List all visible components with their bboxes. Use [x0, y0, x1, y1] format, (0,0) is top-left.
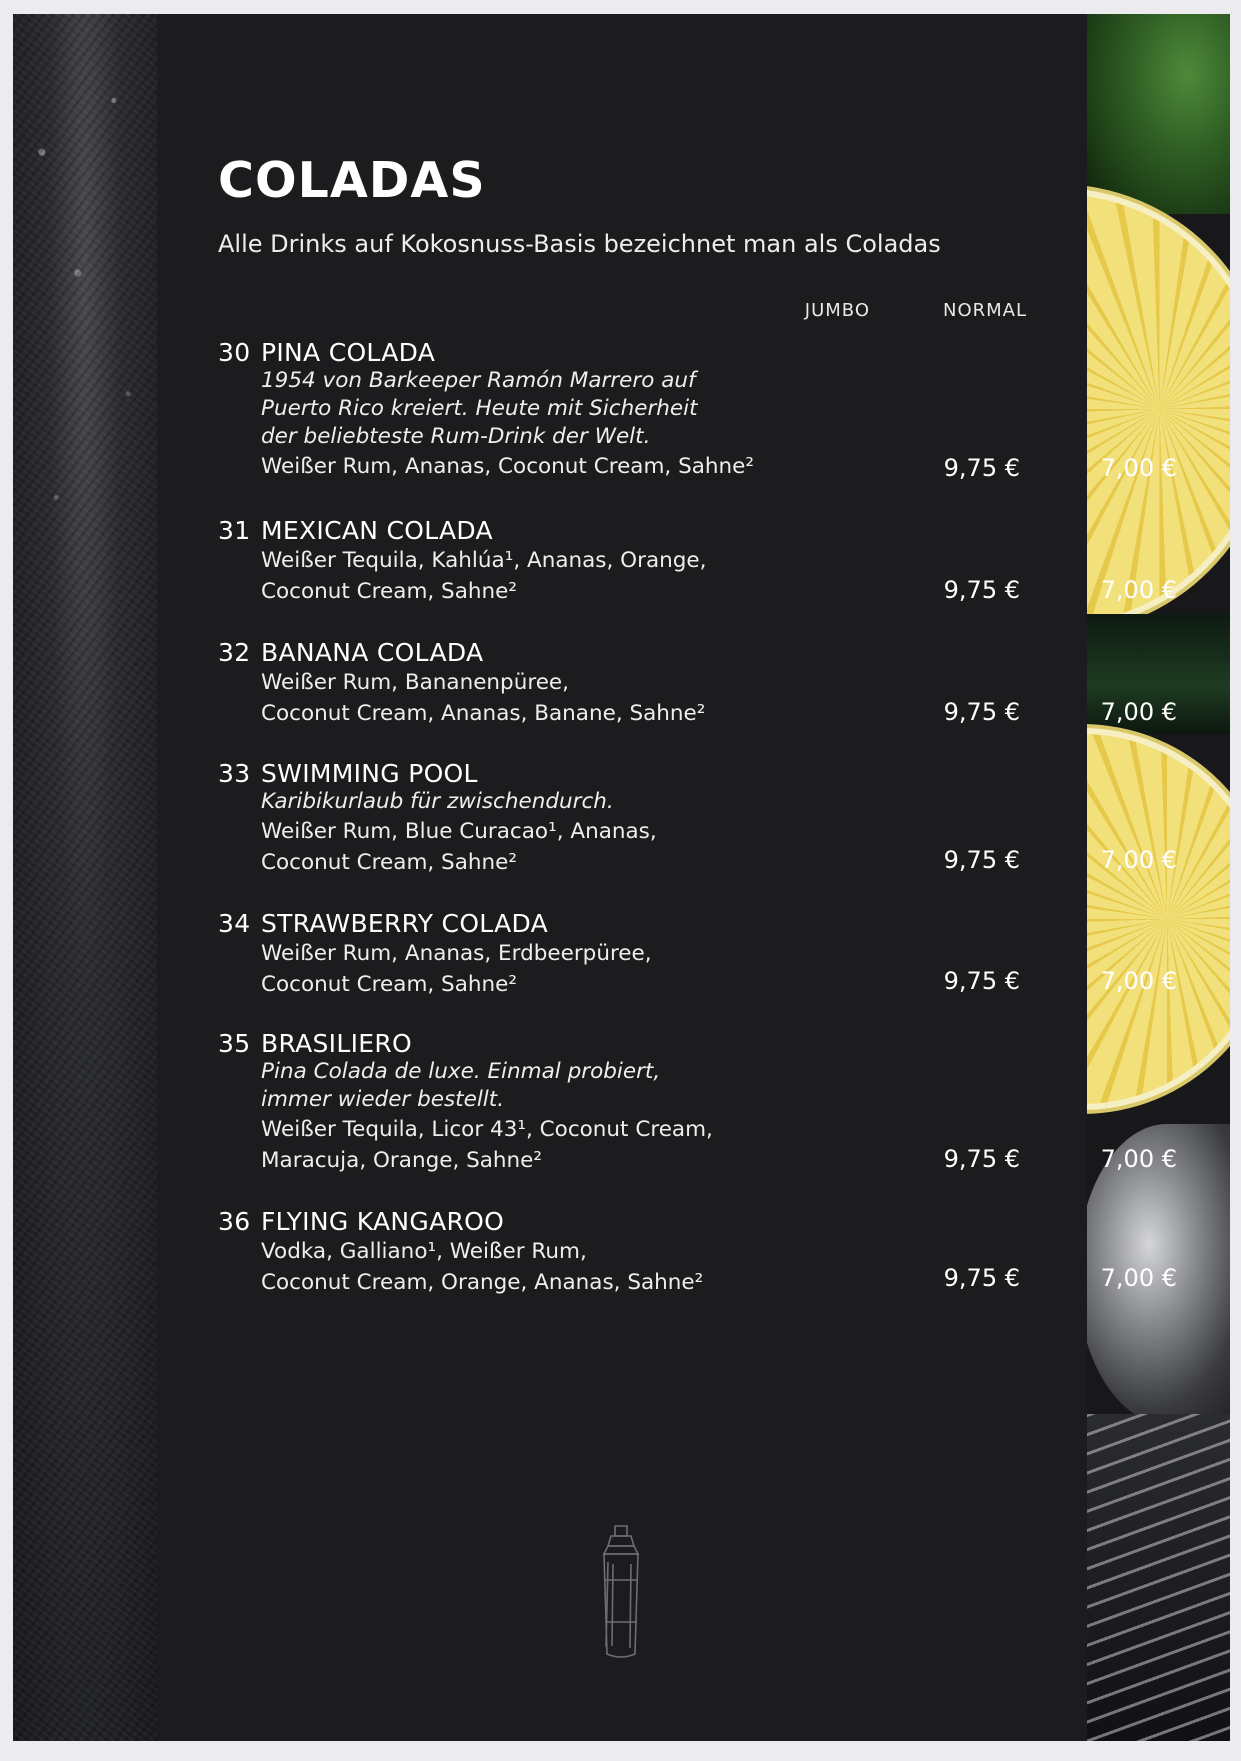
page-title: COLADAS	[218, 152, 486, 209]
price-normal: 7,00 €	[1100, 967, 1177, 995]
menu-item-name: FLYING KANGAROO	[261, 1207, 505, 1236]
menu-item-title	[218, 339, 1038, 367]
menu-item-name: PINA COLADA	[261, 338, 436, 367]
menu-item-ingredients: Weißer Tequila, Licor 43¹, Coconut Cream, Maracuja, Orange, Sahne²	[261, 1117, 713, 1173]
price-normal: 7,00 €	[1100, 1264, 1177, 1292]
menu-item-name: BANANA COLADA	[261, 638, 484, 667]
menu-item-mexican-colada	[218, 517, 1038, 607]
price-jumbo: 9,75 €	[943, 846, 1020, 874]
menu-item-ingredients: Weißer Tequila, Kahlúa¹, Ananas, Orange, Coconut Cream, Sahne²	[261, 548, 707, 604]
page-subtitle: Alle Drinks auf Kokosnuss-Basis bezeichnet man als Coladas	[218, 230, 941, 258]
menu-item-ingredients: Weißer Rum, Bananenpüree, Coconut Cream, Ananas, Banane, Sahne²	[261, 670, 706, 726]
menu-item-number: 35	[218, 1029, 251, 1058]
menu-page	[13, 14, 1230, 1741]
menu-item-ingredients: Weißer Rum, Ananas, Erdbeerpüree, Coconut Cream, Sahne²	[261, 941, 652, 997]
menu-item-number: 30	[218, 338, 251, 367]
menu-item-name: STRAWBERRY COLADA	[261, 909, 549, 938]
menu-item-name: SWIMMING POOL	[261, 759, 478, 788]
menu-item-number: 34	[218, 909, 251, 938]
menu-item-pina-colada	[218, 339, 1038, 482]
price-jumbo: 9,75 €	[943, 1264, 1020, 1292]
menu-item-name: MEXICAN COLADA	[261, 516, 493, 545]
price-jumbo: 9,75 €	[943, 1145, 1020, 1173]
price-jumbo: 9,75 €	[943, 698, 1020, 726]
price-normal: 7,00 €	[1100, 698, 1177, 726]
menu-item-swimming-pool	[218, 760, 1038, 878]
column-header-normal: NORMAL	[942, 300, 1027, 321]
price-normal: 7,00 €	[1100, 576, 1177, 604]
price-jumbo: 9,75 €	[943, 454, 1020, 482]
menu-item-ingredients: Vodka, Galliano¹, Weißer Rum, Coconut Cream, Orange, Ananas, Sahne²	[261, 1239, 704, 1295]
menu-item-description: Pina Colada de luxe. Einmal probiert, immer wieder bestellt.	[261, 1059, 661, 1112]
cocktail-shaker-icon	[591, 1522, 651, 1662]
price-normal: 7,00 €	[1100, 1145, 1177, 1173]
menu-item-title	[218, 1208, 1038, 1236]
price-jumbo: 9,75 €	[943, 967, 1020, 995]
menu-item-title	[218, 1030, 1038, 1058]
price-normal: 7,00 €	[1100, 454, 1177, 482]
menu-item-ingredients: Weißer Rum, Blue Curacao¹, Ananas, Coconut Cream, Sahne²	[261, 819, 657, 875]
menu-item-title	[218, 910, 1038, 938]
menu-item-title	[218, 639, 1038, 667]
menu-item-number: 31	[218, 516, 251, 545]
menu-item-number: 32	[218, 638, 251, 667]
menu-item-title	[218, 517, 1038, 545]
menu-item-banana-colada	[218, 639, 1038, 729]
menu-item-description: Karibikurlaub für zwischendurch.	[261, 789, 614, 814]
menu-item-ingredients: Weißer Rum, Ananas, Coconut Cream, Sahne²	[261, 454, 755, 479]
menu-item-description: 1954 von Barkeeper Ramón Marrero auf Puerto Rico kreiert. Heute mit Sicherheit der beliebteste Rum-Drink der Welt.	[261, 368, 698, 449]
menu-item-strawberry-colada	[218, 910, 1038, 1000]
menu-item-number: 36	[218, 1207, 251, 1236]
menu-item-brasiliero	[218, 1030, 1038, 1176]
menu-item-title	[218, 760, 1038, 788]
column-header-jumbo: JUMBO	[804, 300, 870, 321]
price-jumbo: 9,75 €	[943, 576, 1020, 604]
menu-item-number: 33	[218, 759, 251, 788]
menu-content	[13, 14, 1230, 1741]
menu-item-flying-kangaroo	[218, 1208, 1038, 1298]
price-normal: 7,00 €	[1100, 846, 1177, 874]
menu-item-name: BRASILIERO	[261, 1029, 412, 1058]
